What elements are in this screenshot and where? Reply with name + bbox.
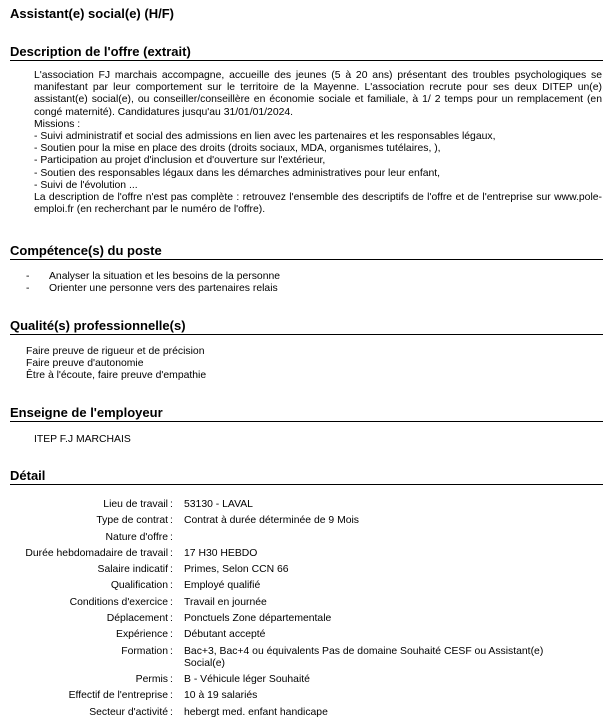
detail-row-permis: [0, 674, 615, 686]
skills-list: [26, 271, 280, 295]
detail-label: Conditions d'exercice: [69, 596, 168, 608]
bullet-dash: -: [26, 271, 30, 282]
detail-value: hebergt med. enfant handicape: [184, 706, 328, 718]
detail-row-formation: [0, 646, 615, 670]
mission-item: - Suivi administratif et social des admissions en lien avec les partenaires et les responsables légaux,: [34, 131, 496, 143]
detail-separator: :: [170, 613, 173, 625]
detail-separator: :: [170, 580, 173, 592]
bullet-dash: -: [26, 283, 30, 295]
detail-row-lieu: [0, 499, 615, 511]
description-intro: L'association FJ marchais accompagne, accueille des jeunes (5 à 20 ans) présentant des troubles psychologiques se manifestant par leur comportement sur le territoire de la Mayenne. L'association recrute pour ses deux DITEP un(e) assistant(e) social(e), ou conseiller/conseillère en économie sociale et familiale, à 1/ 2 temps pour un remplacement (en congé maternité). Candidatures jusqu'au 31/01/01/2024.: [34, 70, 602, 118]
detail-table: [0, 499, 615, 723]
detail-value: 17 H30 HEBDO: [184, 547, 258, 559]
detail-value: Ponctuels Zone départementale: [184, 613, 332, 625]
detail-value: Bac+3, Bac+4 ou équivalents Pas de domaine Souhaité CESF ou Assistant(e) Social(e): [184, 645, 544, 669]
detail-label: Qualification: [110, 580, 168, 592]
detail-label: Permis: [135, 674, 168, 686]
detail-value: 10 à 19 salariés: [184, 690, 258, 702]
detail-separator: :: [170, 629, 173, 641]
detail-value: [184, 532, 584, 544]
detail-value: 53130 - LAVAL: [184, 499, 253, 510]
skill-item: [26, 283, 280, 295]
detail-separator: :: [170, 645, 173, 657]
mission-item: - Soutien des responsables légaux dans les démarches administratives pour leur enfant,: [34, 167, 441, 179]
quality-item: Faire preuve d'autonomie: [26, 358, 144, 370]
detail-value: Travail en journée: [184, 596, 267, 608]
detail-value: Contrat à durée déterminée de 9 Mois: [184, 515, 360, 527]
detail-separator: :: [170, 596, 173, 608]
detail-label: Effectif de l'entreprise: [68, 690, 168, 702]
detail-separator: :: [170, 706, 173, 718]
detail-value: Primes, Selon CCN 66: [184, 564, 289, 576]
qualities-list: [26, 346, 206, 383]
description-footer: La description de l'offre n'est pas complète : retrouvez l'ensemble des descriptifs de l'offre et de l'entreprise sur www.pole-emploi.fr (en recherchant par le numéro de l'offre).: [34, 192, 602, 216]
detail-label: Déplacement: [106, 613, 168, 625]
detail-row-conditions: [0, 597, 615, 609]
detail-row-experience: [0, 629, 615, 641]
section-title-description: Description de l'offre (extrait): [10, 44, 603, 61]
detail-value: Employé qualifié: [184, 580, 261, 592]
detail-row-contrat: [0, 515, 615, 527]
detail-row-salaire: [0, 564, 615, 576]
detail-separator: :: [170, 547, 173, 559]
section-title-detail: Détail: [10, 468, 603, 485]
skill-label: Analyser la situation et les besoins de la personne: [49, 271, 281, 282]
section-title-employer: Enseigne de l'employeur: [10, 405, 603, 422]
quality-item: Être à l'écoute, faire preuve d'empathie: [26, 370, 207, 382]
detail-row-deplacement: [0, 613, 615, 625]
detail-row-effectif: [0, 690, 615, 702]
detail-label: Formation: [121, 645, 168, 657]
employer-name: ITEP F.J MARCHAIS: [34, 434, 131, 445]
mission-item: - Suivi de l'évolution ...: [34, 179, 138, 191]
detail-row-secteur: [0, 707, 615, 719]
detail-label: Lieu de travail: [103, 499, 168, 510]
detail-label: Nature d'offre: [105, 531, 168, 543]
mission-item: - Participation au projet d'inclusion et d'ouverture sur l'extérieur,: [34, 155, 326, 167]
detail-label: Type de contrat: [96, 515, 168, 527]
detail-label: Secteur d'activité: [89, 706, 168, 718]
detail-label: Salaire indicatif: [97, 564, 168, 576]
mission-item: - Soutien pour la mise en place des droits (droits sociaux, MDA, organismes tutélaires, ),: [34, 143, 441, 155]
detail-separator: :: [170, 690, 173, 702]
detail-row-duree: [0, 548, 615, 560]
detail-separator: :: [170, 515, 173, 527]
detail-separator: :: [170, 564, 173, 576]
detail-row-qualification: [0, 580, 615, 592]
detail-separator: :: [170, 674, 173, 686]
job-title: Assistant(e) social(e) (H/F): [10, 6, 174, 21]
detail-label: Durée hebdomadaire de travail: [25, 547, 168, 559]
offer-description: [34, 70, 602, 216]
quality-item: Faire preuve de rigueur et de précision: [26, 346, 205, 357]
detail-separator: :: [170, 499, 173, 510]
skill-item: [26, 271, 280, 283]
missions-heading: Missions :: [34, 118, 81, 130]
detail-value: B - Véhicule léger Souhaité: [184, 674, 310, 686]
detail-value: Débutant accepté: [184, 629, 266, 641]
section-title-qualities: Qualité(s) professionnelle(s): [10, 318, 603, 335]
detail-separator: :: [170, 531, 173, 543]
detail-row-nature: [0, 532, 615, 544]
detail-label: Expérience: [116, 629, 168, 641]
section-title-skills: Compétence(s) du poste: [10, 243, 603, 260]
skill-label: Orienter une personne vers des partenaires relais: [49, 283, 278, 295]
